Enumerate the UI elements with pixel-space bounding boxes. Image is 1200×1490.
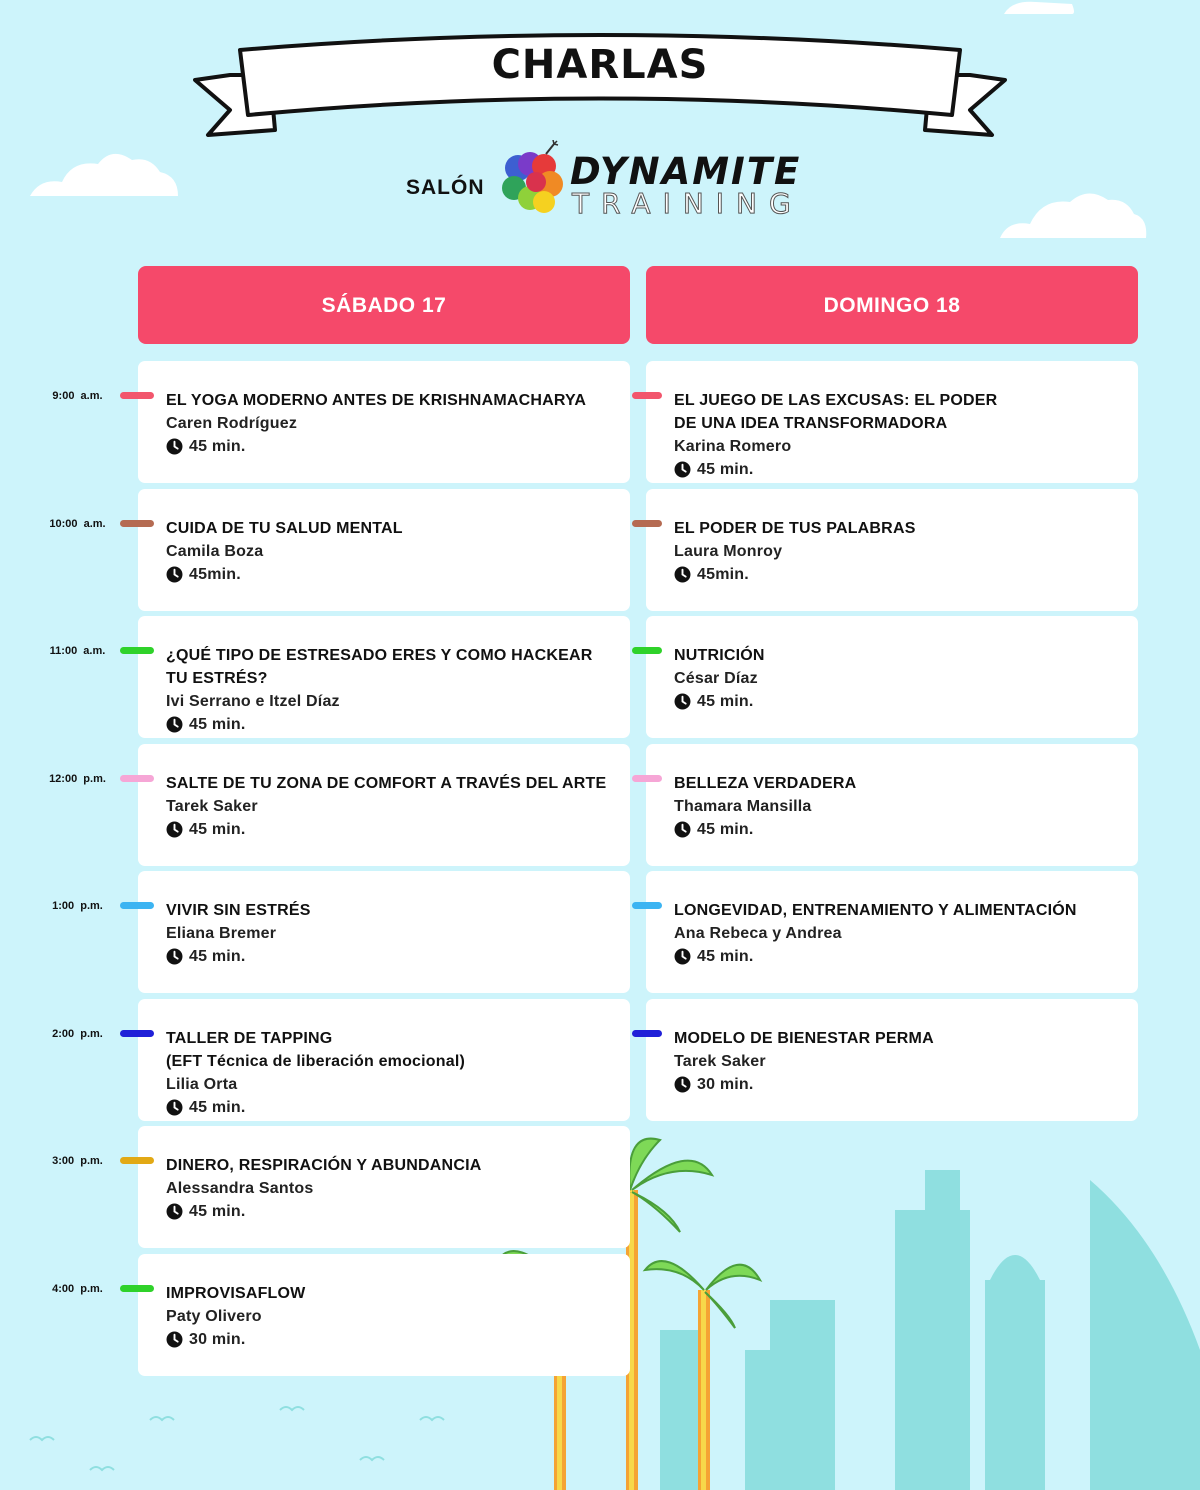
time-color-marker: [632, 647, 662, 654]
talk-content: [166, 1282, 612, 1351]
clock-icon: [674, 821, 691, 838]
talk-duration-row: [674, 945, 1120, 968]
talk-duration-row: [166, 818, 612, 841]
talk-card: [138, 1254, 630, 1376]
time-color-marker: [120, 902, 154, 909]
talk-content: [166, 1154, 612, 1223]
clock-icon: [674, 461, 691, 478]
time-label: 12:00 p.m.: [49, 773, 106, 785]
talk-duration: 45 min.: [697, 461, 754, 478]
talk-speaker: Laura Monroy: [674, 543, 783, 560]
talk-title: SALTE DE TU ZONA DE COMFORT A TRAVÉS DEL ARTE: [166, 775, 607, 792]
talk-speaker: Camila Boza: [166, 543, 264, 560]
time-color-marker: [120, 1285, 154, 1292]
clock-icon: [166, 716, 183, 733]
talk-duration: 45 min.: [697, 821, 754, 838]
clock-icon: [166, 566, 183, 583]
talk-duration: 45 min.: [189, 821, 246, 838]
talk-card: [646, 361, 1138, 483]
talk-duration: 45 min.: [189, 438, 246, 455]
talk-card: [138, 871, 630, 993]
talk-duration: 45min.: [697, 566, 749, 583]
talk-content: [166, 389, 612, 458]
talk-duration-row: [166, 435, 612, 458]
talk-card: [646, 616, 1138, 738]
time-color-marker: [632, 392, 662, 399]
talk-title: LONGEVIDAD, ENTRENAMIENTO Y ALIMENTACIÓN: [674, 902, 1077, 919]
time-label: 2:00 p.m.: [52, 1028, 103, 1040]
talk-speaker: Paty Olivero: [166, 1308, 262, 1325]
talk-title-line2: TU ESTRÉS?: [166, 670, 268, 687]
talk-title: NUTRICIÓN: [674, 647, 765, 664]
talk-card: [646, 744, 1138, 866]
talk-speaker: Thamara Mansilla: [674, 798, 812, 815]
talk-duration: 30 min.: [189, 1331, 246, 1348]
talk-speaker: Tarek Saker: [674, 1053, 766, 1070]
clock-icon: [166, 821, 183, 838]
talk-duration-row: [674, 1073, 1120, 1096]
clock-icon: [166, 1331, 183, 1348]
talk-card: [646, 489, 1138, 611]
page-title: CHARLAS: [491, 42, 709, 88]
talk-title: DINERO, RESPIRACIÓN Y ABUNDANCIA: [166, 1157, 482, 1174]
talk-title: BELLEZA VERDADERA: [674, 775, 857, 792]
talk-speaker: Caren Rodríguez: [166, 415, 298, 432]
talk-speaker: Eliana Bremer: [166, 925, 277, 942]
talk-content: [674, 517, 1120, 586]
talk-card: [138, 744, 630, 866]
talk-speaker: Karina Romero: [674, 438, 792, 455]
time-color-marker: [632, 1030, 662, 1037]
talk-title: MODELO DE BIENESTAR PERMA: [674, 1030, 934, 1047]
time-color-marker: [120, 520, 154, 527]
talk-content: [674, 644, 1120, 713]
talk-duration-row: [166, 945, 612, 968]
talk-title-line2: DE UNA IDEA TRANSFORMADORA: [674, 415, 948, 432]
talk-duration: 45 min.: [189, 1099, 246, 1116]
talk-card: [646, 871, 1138, 993]
clock-icon: [674, 1076, 691, 1093]
talk-content: [674, 1027, 1120, 1096]
talk-duration-row: [166, 1200, 612, 1223]
talk-title: EL JUEGO DE LAS EXCUSAS: EL PODER: [674, 392, 998, 409]
time-color-marker: [632, 775, 662, 782]
talk-duration: 45 min.: [189, 948, 246, 965]
talk-title: ¿QUÉ TIPO DE ESTRESADO ERES Y COMO HACKEAR: [166, 647, 593, 664]
talk-duration: 45 min.: [697, 948, 754, 965]
talk-duration-row: [674, 690, 1120, 713]
time-color-marker: [632, 902, 662, 909]
talk-title: VIVIR SIN ESTRÉS: [166, 902, 311, 919]
time-label: 1:00 p.m.: [52, 900, 103, 912]
talk-card: [138, 616, 630, 738]
talk-speaker: Ivi Serrano e Itzel Díaz: [166, 693, 340, 710]
time-label: 11:00 a.m.: [49, 645, 106, 657]
time-color-marker: [632, 520, 662, 527]
talk-duration-row: [166, 1328, 612, 1351]
logo-subtitle: TRAINING: [572, 187, 803, 220]
time-color-marker: [120, 1030, 154, 1037]
clock-icon: [166, 1099, 183, 1116]
talk-duration: 30 min.: [697, 1076, 754, 1093]
talk-card: [138, 999, 630, 1121]
talk-card: [138, 1126, 630, 1248]
time-color-marker: [120, 1157, 154, 1164]
talk-duration-row: [166, 1096, 612, 1119]
talk-title: CUIDA DE TU SALUD MENTAL: [166, 520, 403, 537]
talk-duration-row: [166, 563, 612, 586]
clock-icon: [674, 948, 691, 965]
talk-duration: 45 min.: [189, 1203, 246, 1220]
talk-title: EL PODER DE TUS PALABRAS: [674, 520, 916, 537]
talk-title-line2: (EFT Técnica de liberación emocional): [166, 1053, 466, 1070]
talk-content: [166, 899, 612, 968]
talk-content: [166, 644, 612, 736]
clock-icon: [674, 693, 691, 710]
talk-speaker: Ana Rebeca y Andrea: [674, 925, 842, 942]
clock-icon: [166, 1203, 183, 1220]
talk-speaker: Alessandra Santos: [166, 1180, 314, 1197]
talk-duration: 45min.: [189, 566, 241, 583]
talk-card: [138, 361, 630, 483]
clock-icon: [166, 438, 183, 455]
time-label: 3:00 p.m.: [52, 1155, 103, 1167]
clock-icon: [166, 948, 183, 965]
talk-content: [166, 772, 612, 841]
talk-content: [674, 772, 1120, 841]
clock-icon: [674, 566, 691, 583]
talk-title: TALLER DE TAPPING: [166, 1030, 333, 1047]
talk-content: [166, 517, 612, 586]
day-header-saturday: SÁBADO 17: [138, 266, 630, 344]
logo-wordmark: DYNAMITE: [570, 150, 802, 193]
talk-content: [674, 389, 1120, 481]
talk-speaker: César Díaz: [674, 670, 758, 687]
time-color-marker: [120, 647, 154, 654]
talk-card: [646, 999, 1138, 1121]
talk-card: [138, 489, 630, 611]
talk-duration-row: [674, 818, 1120, 841]
talk-content: [674, 899, 1120, 968]
time-label: 10:00 a.m.: [49, 518, 106, 530]
time-color-marker: [120, 392, 154, 399]
talk-duration: 45 min.: [697, 693, 754, 710]
talk-duration-row: [166, 713, 612, 736]
talk-content: [166, 1027, 612, 1119]
talk-title: EL YOGA MODERNO ANTES DE KRISHNAMACHARYA: [166, 392, 587, 409]
time-color-marker: [120, 775, 154, 782]
talk-duration: 45 min.: [189, 716, 246, 733]
talk-duration-row: [674, 563, 1120, 586]
salon-label: SALÓN: [406, 176, 485, 199]
time-label: 4:00 p.m.: [52, 1283, 103, 1295]
talk-speaker: Lilia Orta: [166, 1076, 238, 1093]
talk-title: IMPROVISAFLOW: [166, 1285, 306, 1302]
talk-duration-row: [674, 458, 1120, 481]
talk-speaker: Tarek Saker: [166, 798, 258, 815]
time-label: 9:00 a.m.: [52, 390, 103, 402]
day-header-sunday: DOMINGO 18: [646, 266, 1138, 344]
